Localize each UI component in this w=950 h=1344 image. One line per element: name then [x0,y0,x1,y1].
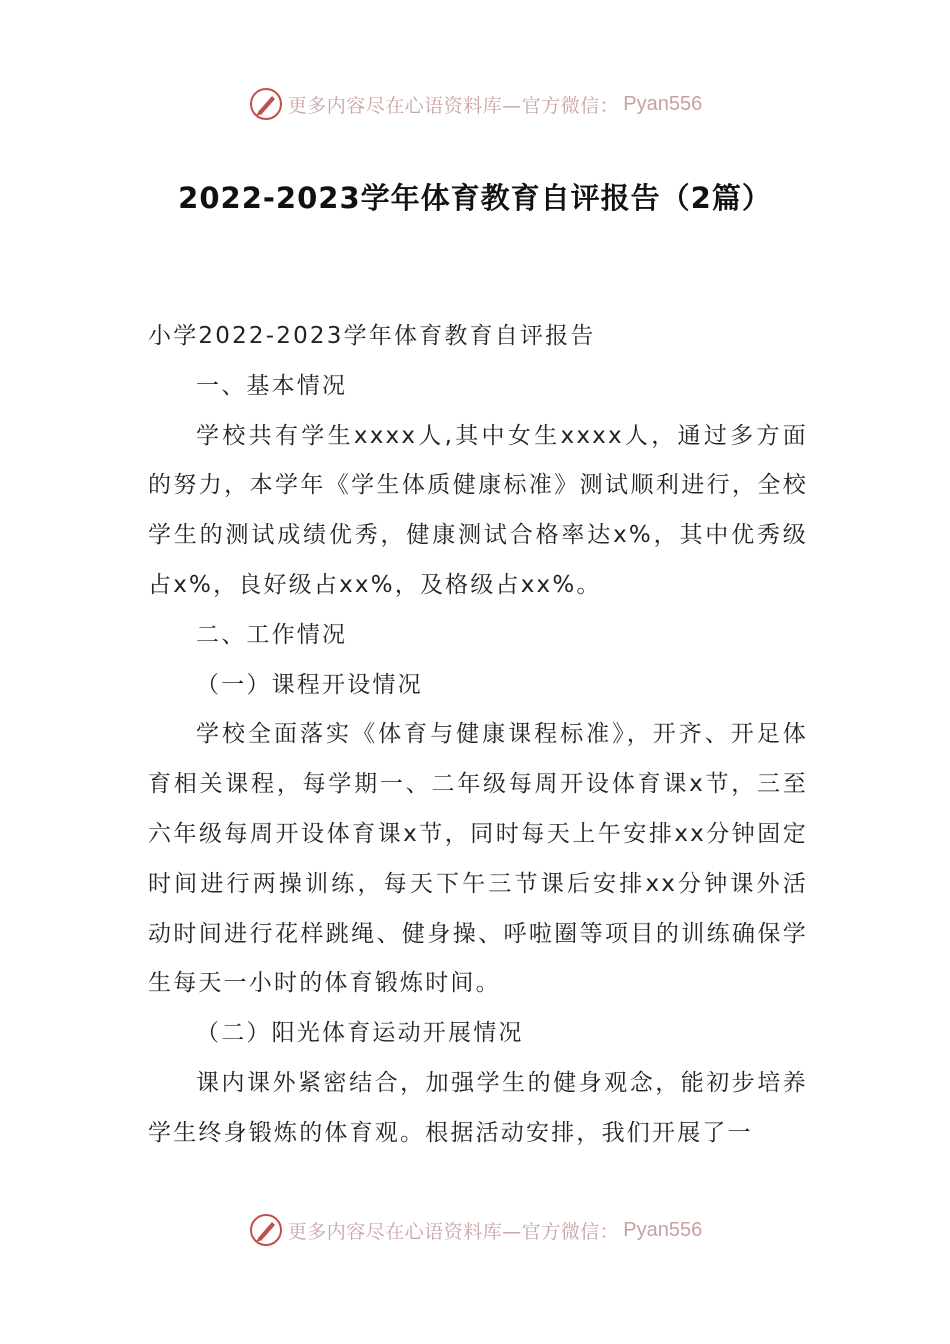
watermark-text: 更多内容尽在心语资料库—官方微信： [287,94,620,117]
section-heading-basic: 一、基本情况 [196,372,348,399]
pen-logo-icon [248,1212,284,1248]
paragraph-basic: 学校共有学生xxxx人,其中女生xxxx人，通过多方面的努力，本学年《学生体质健康标准》测试顺利进行，全校学生的测试成绩优秀，健康测试合格率达x%，其中优秀级占x%，良好级占xx%，及格级占xx%。 [148,422,808,598]
watermark-text: 更多内容尽在心语资料库—官方微信： [287,1220,620,1243]
paragraph-sunshine: 课内课外紧密结合，加强学生的健身观念，能初步培养学生终身锻炼的体育观。根据活动安排，我们开展了一 [148,1069,808,1146]
footer-watermark [0,1212,950,1248]
header-watermark [0,86,950,122]
paragraph-courses: 学校全面落实《体育与健康课程标准》，开齐、开足体育相关课程，每学期一、二年级每周开设体育课x节，三至六年级每周开设体育课x节，同时每天上午安排xx分钟固定时间进行两操训练，每天下午三节课后安排xx分钟课外活动时间进行花样跳绳、健身操、呼啦圈等项目的训练确保学生每天一小时的体育锻炼时间。 [148,721,808,997]
document-body [148,312,808,1159]
wechat-id: Pyan556 [623,92,703,115]
document-title: 2022-2023学年体育教育自评报告（2篇） [178,181,772,215]
pen-logo-icon [248,86,284,122]
section-heading-work: 二、工作情况 [196,621,348,648]
subtitle: 小学2022-2023学年体育教育自评报告 [148,323,596,349]
subsection-heading-courses: （一）课程开设情况 [196,671,423,698]
subsection-heading-sunshine: （二）阳光体育运动开展情况 [196,1020,524,1047]
wechat-id: Pyan556 [623,1218,703,1241]
